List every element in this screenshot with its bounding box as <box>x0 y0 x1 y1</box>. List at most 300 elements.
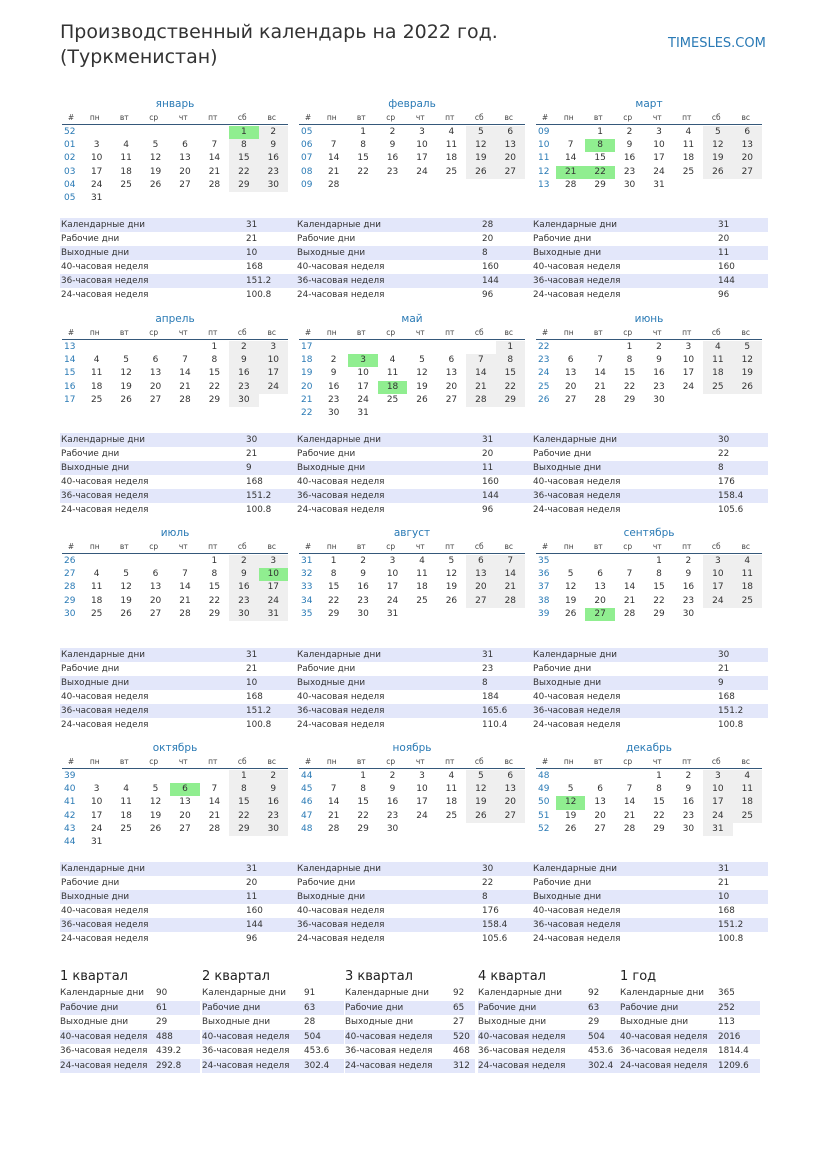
week-number: 33 <box>301 582 313 593</box>
day-cell <box>200 770 229 783</box>
stat-value: 31 <box>718 220 730 230</box>
day-cell: 24 <box>416 810 428 821</box>
day-cell: 23 <box>623 166 636 177</box>
stat-row <box>60 876 296 890</box>
stat-value: 144 <box>482 276 499 286</box>
day-cell: 7 <box>211 140 218 151</box>
day-cell: 17 <box>386 582 399 593</box>
day-cell: 4 <box>448 127 455 137</box>
day-cell: 18 <box>416 582 428 593</box>
stat-row <box>296 718 532 732</box>
quarter-stat-value: 1209.6 <box>718 1060 749 1071</box>
day-cell: 11 <box>445 784 458 795</box>
stat-value: 144 <box>246 920 263 930</box>
day-cell <box>674 179 703 192</box>
stat-row <box>532 447 768 461</box>
week-row <box>299 783 525 796</box>
stat-value: 11 <box>246 892 258 902</box>
day-cell <box>111 770 140 783</box>
quarter-stat-value: 504 <box>588 1031 605 1042</box>
day-cell: 6 <box>567 355 574 366</box>
stat-label: 24-часовая неделя <box>533 934 621 944</box>
stat-value: 96 <box>482 290 494 300</box>
day-cell <box>585 341 614 354</box>
day-cell: 28 <box>208 179 221 190</box>
day-cell: 15 <box>594 153 606 164</box>
week-row <box>299 823 525 836</box>
day-cell: 2 <box>685 771 692 781</box>
stat-value: 151.2 <box>246 706 272 716</box>
stat-value: 158.4 <box>718 491 744 501</box>
quarter-stat-value: 61 <box>156 1002 168 1013</box>
week-row <box>62 367 288 380</box>
quarter-stat-row <box>620 1044 760 1059</box>
day-cell: 24 <box>703 810 732 823</box>
day-cell: 11 <box>120 153 132 164</box>
day-cell: 18 <box>120 810 132 821</box>
stat-label: 24-часовая неделя <box>297 934 385 944</box>
week-number: 43 <box>64 823 76 834</box>
day-cell: 13 <box>179 797 191 808</box>
day-cell: 12 <box>149 153 162 164</box>
day-cell: 17 <box>416 153 428 164</box>
day-cell: 27 <box>496 166 525 179</box>
weekday-label: пн <box>326 542 337 551</box>
holiday-cell: 21 <box>556 166 585 179</box>
quarter-stat-value: 29 <box>156 1017 168 1027</box>
week-number: 40 <box>64 784 76 795</box>
stat-row <box>532 260 768 274</box>
weekday-label: сб <box>474 757 484 766</box>
day-cell: 23 <box>259 810 288 823</box>
week-number: 20 <box>301 381 313 392</box>
day-cell <box>556 770 585 783</box>
day-cell: 26 <box>703 166 732 179</box>
quarter-stat-row <box>345 986 475 1001</box>
day-cell: 30 <box>682 823 695 834</box>
stat-row <box>532 918 768 932</box>
stat-value: 21 <box>246 449 258 459</box>
day-cell: 10 <box>703 568 732 581</box>
stat-value: 184 <box>482 692 499 702</box>
month-name: апрель <box>155 313 195 325</box>
stat-row <box>60 447 296 461</box>
day-cell: 27 <box>445 394 458 405</box>
day-cell: 29 <box>229 823 258 836</box>
day-cell: 15 <box>623 368 636 379</box>
week-number: 26 <box>64 556 76 566</box>
day-cell <box>703 608 732 621</box>
weekday-header <box>62 112 288 125</box>
weekday-header <box>62 756 288 769</box>
day-cell: 11 <box>90 368 103 379</box>
weekday-label: вт <box>593 757 603 766</box>
quarter-stat-row <box>202 1030 344 1045</box>
day-cell: 26 <box>120 394 132 405</box>
day-cell: 24 <box>259 381 288 394</box>
quarter-stat-label: 36-часовая неделя <box>345 1046 433 1056</box>
week-number-header: # <box>541 328 549 337</box>
day-cell: 19 <box>564 810 577 821</box>
week-number: 44 <box>64 836 76 847</box>
stat-row <box>296 288 532 302</box>
day-cell <box>200 836 229 849</box>
week-row <box>299 407 525 420</box>
stat-row <box>296 918 532 932</box>
stat-label: Календарные дни <box>533 650 617 660</box>
stat-label: 36-часовая неделя <box>61 276 149 286</box>
quarter-stat-label: Календарные дни <box>60 988 144 998</box>
day-cell: 12 <box>466 139 495 152</box>
month-calendar <box>536 525 762 621</box>
day-cell: 6 <box>152 355 159 366</box>
weekday-label: пн <box>563 328 574 337</box>
day-cell: 18 <box>90 595 103 606</box>
day-cell: 11 <box>416 569 428 580</box>
day-cell <box>466 608 495 621</box>
stat-value: 9 <box>246 463 252 473</box>
quarter-stat-row <box>478 1015 624 1030</box>
day-cell: 4 <box>389 355 396 366</box>
quarter-stat-label: 36-часовая неделя <box>620 1046 708 1056</box>
day-cell: 17 <box>90 810 103 821</box>
stat-value: 31 <box>718 864 730 874</box>
day-cell: 16 <box>682 582 695 593</box>
day-cell: 18 <box>120 166 132 177</box>
day-cell: 21 <box>327 810 340 821</box>
weekday-label: чт <box>652 328 662 337</box>
day-cell: 2 <box>259 770 288 783</box>
weekday-label: сб <box>474 328 484 337</box>
day-cell: 12 <box>564 582 577 593</box>
day-cell: 28 <box>327 179 340 190</box>
day-cell: 23 <box>327 394 340 405</box>
day-cell: 14 <box>179 368 191 379</box>
day-cell: 25 <box>416 595 428 606</box>
holiday-cell: 3 <box>348 354 377 367</box>
day-cell <box>170 836 199 849</box>
day-cell: 22 <box>653 595 665 606</box>
quarter-stat-label: 24-часовая неделя <box>478 1060 566 1071</box>
weekday-label: ср <box>623 328 633 337</box>
day-cell: 9 <box>626 140 633 151</box>
weekday-label: вс <box>504 113 514 122</box>
day-cell: 15 <box>229 152 258 165</box>
quarter-stat-value: 468 <box>453 1046 470 1056</box>
month-stats <box>296 648 532 732</box>
day-cell: 18 <box>733 796 762 809</box>
day-cell: 19 <box>416 381 428 392</box>
stat-row <box>296 862 532 876</box>
day-cell: 19 <box>703 152 732 165</box>
stat-row <box>60 246 296 260</box>
day-cell: 1 <box>330 556 337 566</box>
weekday-header <box>299 541 525 554</box>
stat-row <box>60 890 296 904</box>
day-cell <box>259 192 288 205</box>
stat-label: 40-часовая неделя <box>533 692 621 702</box>
weekday-label: ср <box>386 542 396 551</box>
day-cell: 30 <box>682 608 695 619</box>
stat-label: Выходные дни <box>297 892 366 902</box>
week-number: 28 <box>64 582 76 593</box>
day-cell: 10 <box>703 783 732 796</box>
stat-value: 160 <box>246 906 263 916</box>
month-name: июнь <box>634 313 664 325</box>
day-cell: 16 <box>623 153 636 164</box>
day-cell: 28 <box>594 394 606 405</box>
day-cell: 14 <box>594 368 606 379</box>
week-row <box>62 179 288 192</box>
week-number: 03 <box>64 166 76 177</box>
day-cell: 8 <box>229 139 258 152</box>
stat-label: 36-часовая неделя <box>297 920 385 930</box>
week-number: 45 <box>301 784 313 795</box>
day-cell: 19 <box>466 152 495 165</box>
day-cell: 13 <box>179 153 191 164</box>
day-cell: 8 <box>360 140 366 151</box>
weekday-label: сб <box>237 328 247 337</box>
stat-row <box>60 904 296 918</box>
weekday-header <box>62 327 288 340</box>
week-row <box>62 166 288 179</box>
week-number: 24 <box>538 368 550 379</box>
quarter-summary <box>620 968 760 1073</box>
day-cell <box>703 394 732 407</box>
day-cell: 2 <box>229 341 258 354</box>
day-cell: 23 <box>259 166 288 179</box>
stat-label: 36-часовая неделя <box>533 920 621 930</box>
stat-label: 40-часовая неделя <box>533 262 621 272</box>
quarter-stat-row <box>478 1030 624 1045</box>
holiday-cell: 10 <box>259 568 288 581</box>
stat-value: 30 <box>482 864 494 874</box>
week-row <box>299 581 525 594</box>
stat-value: 100.8 <box>718 720 744 730</box>
stat-value: 31 <box>246 220 258 230</box>
day-cell: 2 <box>685 556 692 566</box>
day-cell: 9 <box>389 784 396 795</box>
stat-row <box>532 218 768 232</box>
day-cell: 13 <box>594 797 606 808</box>
day-cell: 14 <box>327 797 340 808</box>
quarter-stat-row <box>478 1001 624 1016</box>
weekday-label: вт <box>356 757 366 766</box>
week-number-header: # <box>304 542 312 551</box>
day-cell: 13 <box>594 582 606 593</box>
day-cell: 12 <box>416 368 428 379</box>
weekday-label: вт <box>119 328 129 337</box>
week-row <box>536 770 762 783</box>
stat-row <box>60 918 296 932</box>
week-number: 49 <box>538 784 550 795</box>
day-cell: 11 <box>386 368 399 379</box>
day-cell: 28 <box>496 595 525 608</box>
day-cell: 16 <box>327 381 340 392</box>
week-number: 22 <box>301 407 313 418</box>
stat-row <box>60 218 296 232</box>
day-cell: 16 <box>229 581 258 594</box>
stat-label: Рабочие дни <box>297 449 356 459</box>
day-cell: 21 <box>623 810 636 821</box>
day-cell: 15 <box>208 368 221 379</box>
week-number: 31 <box>301 556 313 566</box>
quarter-rows <box>478 986 624 1073</box>
weekday-label: пт <box>682 757 692 766</box>
day-cell <box>82 341 111 354</box>
quarter-stat-label: 36-часовая неделя <box>202 1046 290 1056</box>
day-cell: 26 <box>733 381 762 394</box>
week-row <box>536 555 762 568</box>
stat-value: 20 <box>482 449 494 459</box>
day-cell <box>733 608 762 621</box>
day-cell: 18 <box>445 797 458 808</box>
quarter-stat-label: Рабочие дни <box>620 1002 679 1013</box>
day-cell: 22 <box>653 810 665 821</box>
week-number: 10 <box>538 140 550 151</box>
quarter-stat-label: 24-часовая неделя <box>345 1060 433 1071</box>
day-cell: 7 <box>626 569 633 580</box>
weekday-label: ср <box>149 113 159 122</box>
weekday-label: чт <box>178 113 188 122</box>
week-row <box>62 823 288 836</box>
day-cell: 7 <box>597 355 603 366</box>
weekday-label: пт <box>445 542 455 551</box>
quarter-stat-row <box>345 1030 475 1045</box>
day-cell <box>259 394 288 407</box>
stat-label: Выходные дни <box>61 678 130 688</box>
day-cell: 29 <box>208 394 221 405</box>
day-cell <box>319 770 348 783</box>
weekday-header <box>299 756 525 769</box>
day-cell <box>200 192 229 205</box>
stat-row <box>296 433 532 447</box>
day-cell: 22 <box>229 810 258 823</box>
quarter-stat-label: 40-часовая неделя <box>345 1031 433 1042</box>
day-cell: 1 <box>597 127 603 137</box>
day-cell: 4 <box>419 556 425 566</box>
stat-value: 158.4 <box>482 920 508 930</box>
weekday-label: пт <box>682 328 692 337</box>
day-cell: 14 <box>623 797 636 808</box>
day-cell: 31 <box>90 192 103 203</box>
stat-value: 105.6 <box>482 934 508 944</box>
day-cell: 10 <box>416 140 428 151</box>
day-cell: 28 <box>179 394 191 405</box>
stat-value: 31 <box>246 650 258 660</box>
weekday-header <box>62 541 288 554</box>
stat-label: Рабочие дни <box>61 449 120 459</box>
day-cell: 18 <box>682 153 695 164</box>
stat-row <box>532 662 768 676</box>
weekday-label: чт <box>652 757 662 766</box>
weekday-label: пт <box>208 113 218 122</box>
week-number: 27 <box>64 569 76 580</box>
day-cell: 30 <box>259 823 288 836</box>
quarter-stat-row <box>202 1001 344 1016</box>
week-number: 39 <box>64 771 76 781</box>
quarter-stat-value: 488 <box>156 1031 173 1042</box>
stat-label: 36-часовая неделя <box>297 491 385 501</box>
day-cell: 4 <box>733 770 762 783</box>
day-cell: 12 <box>120 582 132 593</box>
day-cell: 19 <box>564 595 577 606</box>
day-cell: 8 <box>656 569 662 580</box>
stat-row <box>296 475 532 489</box>
stat-label: 40-часовая неделя <box>61 262 149 272</box>
week-row <box>62 341 288 354</box>
month-name: ноябрь <box>392 742 432 754</box>
stat-row <box>296 260 532 274</box>
month-calendar <box>299 525 525 621</box>
site-link[interactable]: TIMESLES.COM <box>668 36 766 51</box>
stat-row <box>296 503 532 517</box>
weekday-label: сб <box>237 542 247 551</box>
holiday-cell: 1 <box>229 126 258 139</box>
quarter-stat-label: 36-часовая неделя <box>478 1046 566 1056</box>
week-row <box>536 354 762 367</box>
weekday-label: вт <box>593 542 603 551</box>
day-cell: 5 <box>123 569 129 580</box>
day-cell <box>319 126 348 139</box>
quarter-stat-label: 24-часовая неделя <box>60 1060 148 1071</box>
day-cell: 31 <box>90 836 103 847</box>
week-row <box>62 381 288 394</box>
week-number: 41 <box>64 797 76 808</box>
day-cell: 4 <box>733 555 762 568</box>
week-number: 02 <box>64 153 76 164</box>
day-cell: 15 <box>496 367 525 380</box>
stat-label: Календарные дни <box>297 650 381 660</box>
quarter-stat-row <box>620 1059 760 1074</box>
quarter-stat-value: 1814.4 <box>718 1046 749 1056</box>
month-calendar <box>299 311 525 420</box>
weekday-label: вт <box>119 757 129 766</box>
day-cell: 21 <box>208 166 221 177</box>
day-cell: 5 <box>466 770 495 783</box>
day-cell: 19 <box>466 796 495 809</box>
day-cell <box>111 341 140 354</box>
day-cell: 7 <box>330 784 337 795</box>
day-cell: 30 <box>623 179 636 190</box>
stat-label: Календарные дни <box>297 220 381 230</box>
day-cell: 26 <box>149 823 162 834</box>
quarter-stat-value: 90 <box>156 988 168 998</box>
day-cell: 14 <box>179 582 191 593</box>
stat-row <box>532 890 768 904</box>
weekday-label: пн <box>89 757 100 766</box>
stat-label: 40-часовая неделя <box>533 906 621 916</box>
day-cell: 25 <box>733 810 762 823</box>
week-row <box>536 595 762 608</box>
quarter-stat-value: 92 <box>588 988 600 998</box>
quarter-stat-value: 92 <box>453 988 465 998</box>
stat-row <box>296 876 532 890</box>
week-number: 09 <box>538 127 550 137</box>
stat-value: 23 <box>482 664 494 674</box>
day-cell: 25 <box>120 823 132 834</box>
day-cell <box>229 836 258 849</box>
weekday-label: чт <box>415 542 425 551</box>
stat-value: 21 <box>718 878 730 888</box>
stat-value: 96 <box>482 505 494 515</box>
weekday-label: вт <box>356 542 366 551</box>
quarter-stat-row <box>60 1015 200 1030</box>
stat-value: 168 <box>246 262 263 272</box>
week-number: 18 <box>301 355 313 366</box>
month-stats <box>532 218 768 302</box>
stat-row <box>60 676 296 690</box>
